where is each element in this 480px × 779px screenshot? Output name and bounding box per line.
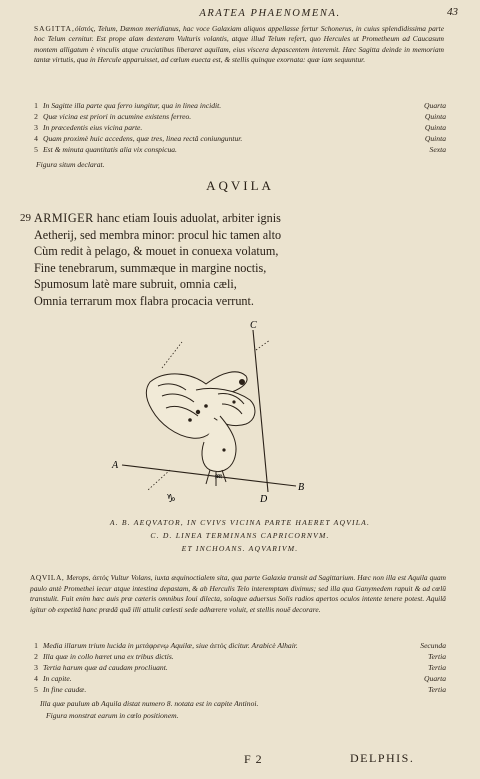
star-number: 4 [34, 674, 38, 683]
verse-first-word: ARMIGER [34, 211, 94, 225]
eagle-icon [146, 372, 255, 486]
star-magnitude: Quinta [424, 112, 446, 121]
star-row [30, 651, 446, 662]
ray-line [256, 340, 270, 350]
aquila-name: AQVILA, [30, 573, 65, 582]
star-magnitude: Quinta [424, 123, 446, 132]
verse-line: Aetherij, sed membra minor: procul hic tamen alto [34, 227, 282, 242]
star-row [30, 100, 446, 111]
star-magnitude: Tertia [428, 685, 446, 694]
star-description: Tertia harum quæ ad caudam procliuant. [43, 663, 168, 672]
verse-number: 29 [20, 212, 31, 224]
aquarius-symbol: ♒ [214, 472, 223, 483]
star-description: In capite. [43, 674, 72, 683]
aquila-verse [20, 210, 444, 310]
catchword: DELPHIS. [350, 751, 415, 765]
star-description: Media illarum trium lucida in μετάφρενῳ Aquilæ, siue ἀετὸς dicitur. Arabicè Alhair. [43, 641, 298, 650]
star-magnitude: Quinta [424, 134, 446, 143]
closing-note: Illa quæ paulum ab Aquila distat numero 8. notata est in capite Antinoi. [40, 699, 259, 708]
star-description: In Sagitte illa parte qua ferro iungitur, qua in linea incidit. [43, 101, 222, 110]
sagitta-name: SAGITTA, [34, 24, 75, 33]
aquila-commentary [30, 573, 446, 615]
star-marker [204, 404, 208, 408]
star-number: 5 [34, 145, 38, 154]
closing-note: Figura monstrat earum in cœlo positionem. [46, 711, 179, 720]
capricorn-symbol: ♑ [166, 492, 176, 505]
star-marker [222, 448, 225, 451]
star-row [30, 144, 446, 155]
sagitta-star-list [30, 100, 446, 155]
verse-line: Cùm redit à pelago, & mouet in conuexa volatum, [34, 244, 279, 259]
star-row [30, 640, 446, 651]
verse-line: Omnia terrarum mox flabra procacia verrunt. [34, 293, 254, 308]
sagitta-figure-note: Figura situm declarat. [36, 160, 105, 169]
star-marker [232, 400, 235, 403]
label-c: C [250, 320, 257, 331]
star-row [30, 122, 446, 133]
star-number: 4 [34, 134, 38, 143]
star-number: 3 [34, 663, 38, 672]
aquila-star-list [30, 640, 446, 695]
verse-line-text: hanc etiam Iouis aduolat, arbiter ignis [93, 211, 281, 225]
star-number: 1 [34, 641, 38, 650]
star-marker [196, 410, 200, 414]
star-magnitude: Quarta [424, 674, 446, 683]
star-row [30, 684, 446, 695]
star-magnitude: Tertia [428, 663, 446, 672]
star-magnitude: Secunda [420, 641, 446, 650]
star-number: 5 [34, 685, 38, 694]
label-b: B [298, 482, 305, 493]
figure-caption-line: C. D. LINEA TERMINANS CAPRICORNVM. [150, 531, 330, 540]
ray-line [148, 470, 170, 490]
star-description: Quæ vicina est priori in acumine existens ferreo. [43, 112, 192, 121]
star-row [30, 133, 446, 144]
label-a: A [112, 460, 119, 471]
star-number: 1 [34, 101, 38, 110]
star-magnitude: Sexta [429, 145, 446, 154]
figure-caption-line: A. B. AEQVATOR, IN CVIVS VICINA PARTE HAERET AQVILA. [109, 518, 371, 527]
verse-line: Fine tenebrarum, summæque in margine noctis, [34, 260, 267, 275]
aquila-commentary-text: Merops, ἀετὸς Vultur Volans, iuxta æquinoctialem sita, qua parte Galaxia transit ad Sagittarium. Hæc non illa est Aquila quam paulo antè Promethei iecur atque intestina depastam, & ab Herculis Telo interemptam diximus; sed illa qua Ganymedem rapuit & ad cœlū transtulit. Fuit enim hæc auis præ cæteris omnibus Ioui dilecta, solaque aduersus Solis radios apertos oculos intente tenere potest. Aquilâ igitur ob expetitâ hanc prædâ quā illi attulit cœlesti sede adhærere voluit, et stellis nouē decorare. [30, 573, 446, 614]
star-magnitude: Quarta [424, 101, 446, 110]
star-description: In præcedentis eius vicina parte. [43, 123, 143, 132]
star-number: 2 [34, 112, 38, 121]
sagitta-intro [34, 24, 444, 66]
verse-line: Spumosum latè mare subruit, omnia cæli, [34, 277, 237, 292]
star-marker [188, 418, 192, 422]
star-description: Quam proximè huic accedens, quæ tres, linea rectâ coniunguntur. [43, 134, 243, 143]
label-d: D [260, 494, 268, 505]
page-number: 43 [447, 6, 458, 18]
aquila-constellation-figure [110, 320, 310, 508]
sagitta-greek: ὀϊστός [74, 24, 94, 33]
star-description: In fine caudæ. [43, 685, 87, 694]
star-description: Est & minuta quantitatis alia vix conspicua. [43, 145, 177, 154]
running-head: ARATEA PHAENOMENA. [199, 8, 341, 19]
section-title: AQVILA [206, 178, 274, 193]
star-description: Illa quæ in collo hæret una ex tribus dictis. [43, 652, 174, 661]
ray-line [162, 342, 182, 368]
star-number: 3 [34, 123, 38, 132]
sagitta-intro-text: , Telum, Dæmon meridianus, hac voce Galaxiam aliquos appellasse fertur Schonerus, in cuius splendidissima parte hoc Telum cernitur. Est prope alam dexteram Vulturis volantis, atque illud Telum refert, quo Hercules ut Prometheum ad Caucasum montem alligatum è vinculis atque cruciatibus liberaret aquilam, eius viscera depascentem interemit. Hæc Sagitta deinde in memoriam tantæ virtutis, qua in Hercule apparuisset, ad cœlum euecta est, & stellis quinque exornata: quæ iam sequuntur. [34, 24, 444, 65]
verse-line [34, 210, 444, 227]
star-number: 2 [34, 652, 38, 661]
signature-mark: F 2 [244, 752, 263, 766]
star-magnitude: Tertia [428, 652, 446, 661]
eagle-engraving [110, 320, 310, 508]
figure-caption-line: ET INCHOANS. AQVARIVM. [181, 544, 299, 553]
star-row [30, 673, 446, 684]
star-row [30, 111, 446, 122]
star-row [30, 662, 446, 673]
